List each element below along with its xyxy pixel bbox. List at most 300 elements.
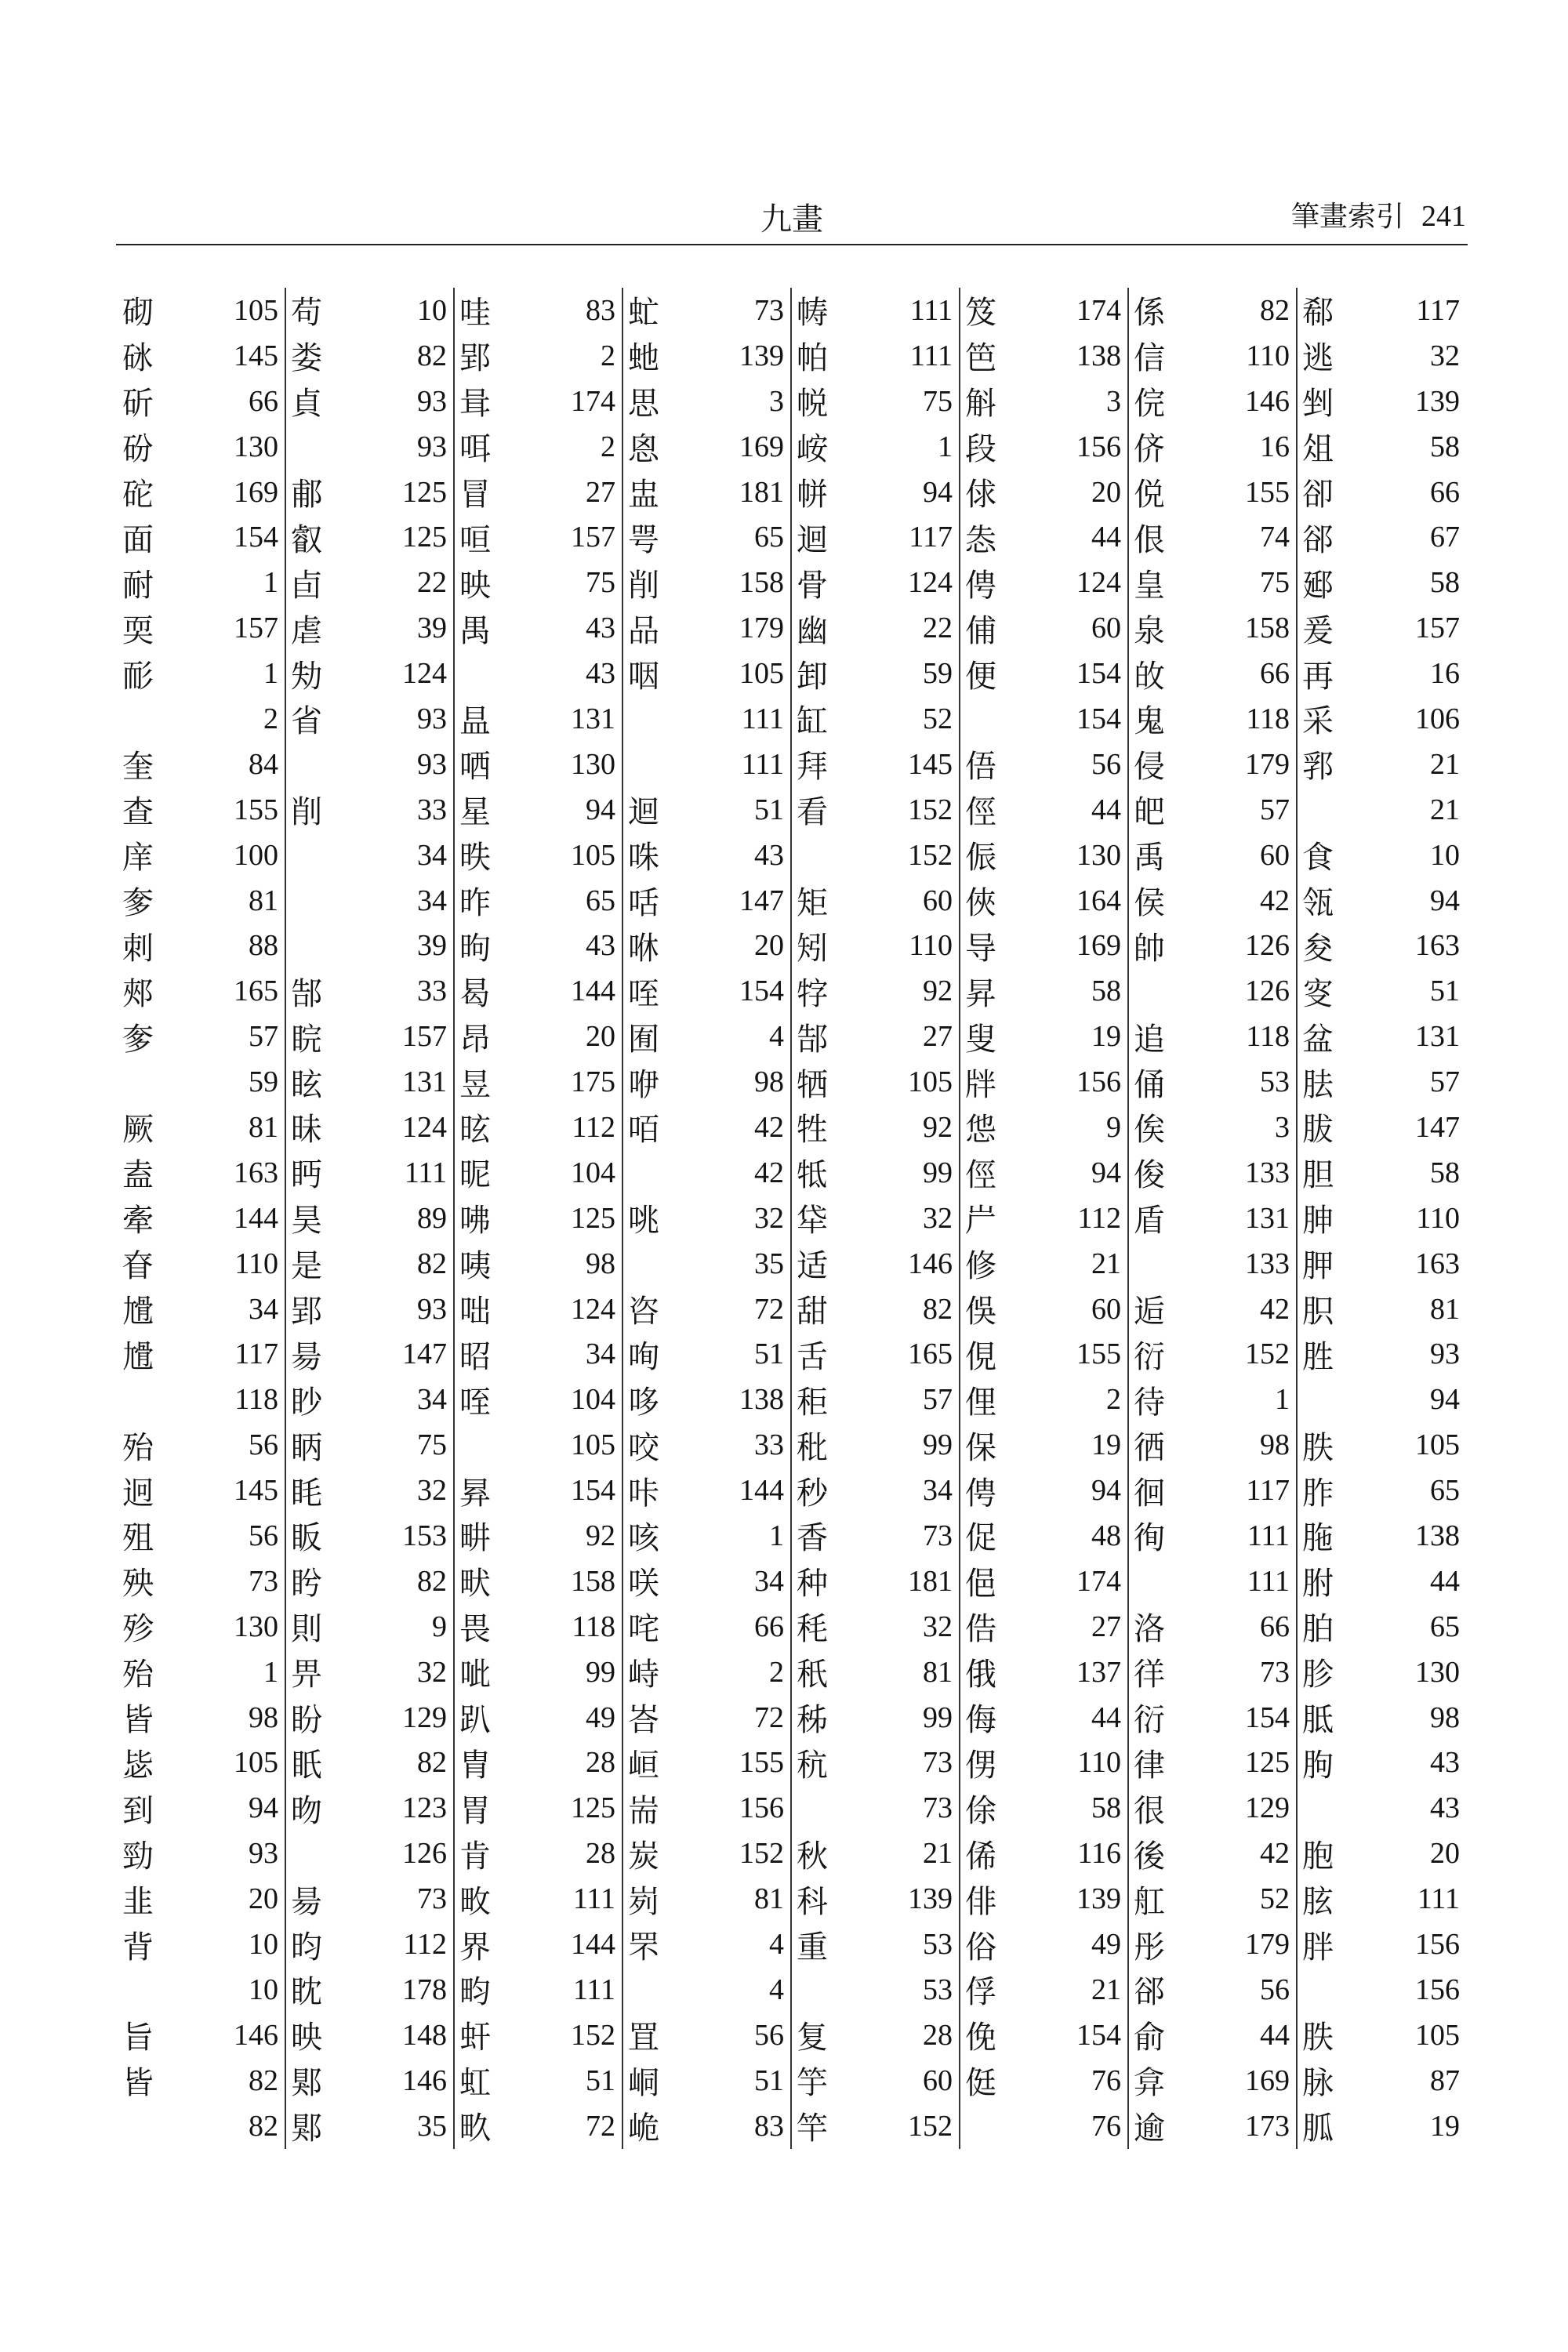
index-entry — [1134, 968, 1290, 1014]
index-entry — [797, 1740, 953, 1786]
entry-character: 昜 — [291, 1338, 322, 1375]
entry-page: 19 — [1430, 2109, 1460, 2143]
entry-page: 104 — [571, 1383, 615, 1417]
entry-page: 56 — [249, 1428, 278, 1462]
entry-character: 背 — [122, 1929, 154, 1965]
entry-character: 眪 — [291, 1429, 322, 1466]
index-entry — [965, 1785, 1121, 1831]
entry-character: 昭 — [459, 1338, 491, 1375]
index-column — [118, 288, 286, 2149]
index-entry — [291, 878, 447, 924]
entry-character: 郹 — [291, 2111, 322, 2147]
index-entry — [628, 923, 784, 968]
entry-character: 旨 — [122, 2020, 154, 2056]
entry-character: 缸 — [797, 703, 828, 740]
index-entry — [965, 878, 1121, 924]
entry-page: 35 — [754, 1247, 784, 1280]
entry-character: 帥 — [1134, 930, 1165, 967]
entry-character: 侻 — [1134, 477, 1165, 513]
entry-page: 39 — [417, 612, 447, 645]
index-entry — [1302, 696, 1460, 742]
index-entry — [122, 1196, 278, 1241]
entry-page: 118 — [1246, 702, 1290, 735]
entry-page: 66 — [754, 1610, 784, 1643]
entry-page: 106 — [1415, 702, 1460, 735]
entry-page: 130 — [234, 430, 278, 463]
entry-page: 137 — [1076, 1655, 1121, 1689]
index-entry — [291, 787, 447, 833]
index-entry — [965, 742, 1121, 787]
index-entry — [1134, 1967, 1290, 2013]
entry-character: 胃 — [459, 1792, 491, 1829]
entry-character: 咨 — [628, 1294, 659, 1330]
index-entry — [291, 2013, 447, 2058]
entry-character: 笆 — [965, 340, 996, 377]
entry-character: 峙 — [628, 1657, 659, 1693]
entry-character: 咢 — [628, 521, 659, 558]
entry-character: 思 — [628, 386, 659, 423]
index-entry — [628, 1059, 784, 1105]
index-entry — [797, 696, 953, 742]
entry-page: 20 — [586, 1020, 615, 1054]
entry-page: 44 — [1091, 793, 1121, 826]
index-entry — [1134, 424, 1290, 470]
index-entry — [459, 424, 615, 470]
entry-character: 昀 — [291, 1929, 322, 1965]
entry-page: 124 — [402, 1110, 447, 1144]
entry-character: 俚 — [965, 1384, 996, 1421]
index-entry — [797, 379, 953, 424]
entry-character: 徉 — [1134, 1657, 1165, 1693]
entry-character: 峘 — [628, 1747, 659, 1784]
entry-character: 秒 — [797, 1475, 828, 1512]
entry-page: 147 — [1415, 1110, 1460, 1144]
entry-character: 削 — [628, 567, 659, 604]
entry-page: 158 — [571, 1564, 615, 1598]
entry-page: 81 — [754, 1882, 784, 1916]
entry-page: 57 — [249, 1020, 278, 1054]
entry-page: 21 — [1430, 747, 1460, 781]
index-entry — [797, 1196, 953, 1241]
index-entry — [122, 742, 278, 787]
entry-character: 徆 — [1134, 1429, 1165, 1466]
entry-character: 看 — [797, 794, 828, 831]
entry-page: 58 — [1091, 975, 1121, 1008]
entry-page: 82 — [249, 2063, 278, 2097]
index-entry — [459, 968, 615, 1014]
index-entry — [1302, 1650, 1460, 1695]
entry-character: 胗 — [1302, 1657, 1334, 1693]
entry-page: 34 — [417, 838, 447, 872]
index-entry — [459, 2013, 615, 2058]
entry-page: 111 — [909, 339, 953, 372]
index-entry — [1302, 1059, 1460, 1105]
index-entry — [797, 2058, 953, 2103]
index-entry — [628, 379, 784, 424]
entry-character: 采 — [1302, 703, 1334, 740]
entry-page: 32 — [417, 1655, 447, 1689]
index-entry — [1302, 1740, 1460, 1786]
entry-page: 93 — [1430, 1338, 1460, 1371]
entry-page: 58 — [1430, 430, 1460, 463]
entry-character: 畏 — [459, 1611, 491, 1648]
entry-character: 皆 — [122, 1702, 154, 1739]
entry-character: 俄 — [965, 1657, 996, 1693]
index-entry — [1302, 1422, 1460, 1468]
index-entry — [797, 1513, 953, 1559]
entry-page: 157 — [571, 521, 615, 554]
entry-character: 炭 — [628, 1838, 659, 1875]
index-entry — [1134, 1196, 1290, 1241]
index-entry — [291, 1150, 447, 1196]
index-entry — [628, 1922, 784, 1967]
index-entry — [291, 696, 447, 742]
entry-page: 20 — [1091, 475, 1121, 509]
index-entry — [797, 1105, 953, 1150]
entry-page: 43 — [1430, 1746, 1460, 1780]
entry-page: 139 — [1076, 1882, 1121, 1916]
index-entry — [122, 1785, 278, 1831]
entry-page: 43 — [754, 838, 784, 872]
section-label: 筆畫索引 — [1290, 201, 1404, 233]
entry-character: 胂 — [1302, 1203, 1334, 1240]
index-entry — [797, 1876, 953, 1922]
entry-character: 俘 — [965, 1974, 996, 2011]
index-entry — [1302, 1331, 1460, 1377]
entry-character: 是 — [291, 1248, 322, 1285]
entry-character: 叜 — [1302, 975, 1334, 1012]
index-entry — [291, 1287, 447, 1332]
index-entry — [965, 1695, 1121, 1740]
entry-page: 155 — [739, 1746, 784, 1780]
index-entry — [459, 1650, 615, 1695]
entry-character: 牽 — [122, 1203, 154, 1240]
entry-page: 98 — [586, 1247, 615, 1280]
index-entry — [1302, 2058, 1460, 2103]
entry-character: 笈 — [965, 295, 996, 332]
entry-page: 131 — [1245, 1201, 1290, 1235]
entry-page: 59 — [923, 657, 953, 691]
entry-page: 181 — [908, 1564, 953, 1598]
entry-page: 146 — [1245, 384, 1290, 418]
index-entry — [1134, 1105, 1290, 1150]
entry-page: 118 — [572, 1610, 615, 1643]
index-entry — [291, 470, 447, 515]
index-entry — [459, 742, 615, 787]
index-entry — [797, 742, 953, 787]
entry-character: 咿 — [628, 1066, 659, 1103]
entry-character: 品 — [628, 612, 659, 649]
entry-character: 胍 — [1302, 2111, 1334, 2147]
entry-character: 盍 — [122, 1157, 154, 1194]
entry-character: 衍 — [1134, 1702, 1165, 1739]
entry-character: 星 — [459, 794, 491, 831]
index-entry — [797, 1468, 953, 1513]
entry-page: 2 — [601, 339, 615, 372]
entry-page: 154 — [571, 1474, 615, 1508]
entry-character: 拜 — [797, 749, 828, 786]
index-entry — [459, 1422, 615, 1468]
entry-character: 逾 — [1134, 2111, 1165, 2147]
entry-character: 律 — [1134, 1747, 1165, 1784]
index-entry — [1134, 1876, 1290, 1922]
entry-page: 117 — [1246, 1474, 1290, 1508]
header-title: 九畫 — [760, 201, 823, 238]
entry-page: 147 — [739, 884, 784, 917]
entry-page: 75 — [1260, 566, 1290, 600]
entry-page: 3 — [769, 384, 784, 418]
entry-page: 2 — [601, 430, 615, 463]
entry-character: 昫 — [459, 930, 491, 967]
entry-character: 郤 — [1302, 521, 1334, 558]
index-entry — [797, 833, 953, 878]
entry-page: 174 — [571, 384, 615, 418]
entry-page: 19 — [1091, 1020, 1121, 1054]
entry-page: 152 — [908, 2109, 953, 2143]
entry-page: 2 — [263, 702, 278, 735]
entry-page: 125 — [1245, 1746, 1290, 1780]
index-entry — [628, 787, 784, 833]
index-entry — [628, 696, 784, 742]
entry-page: 116 — [1077, 1837, 1121, 1871]
entry-page: 2 — [769, 1655, 784, 1689]
entry-character: 咲 — [628, 1566, 659, 1602]
index-entry — [1302, 1559, 1460, 1604]
index-entry — [1134, 2013, 1290, 2058]
entry-character: 咦 — [459, 1248, 491, 1285]
index-entry — [965, 470, 1121, 515]
entry-character: 段 — [965, 431, 996, 468]
entry-page: 92 — [923, 975, 953, 1008]
index-entry — [797, 1422, 953, 1468]
entry-page: 130 — [1415, 1655, 1460, 1689]
index-entry — [291, 1695, 447, 1740]
entry-character: 峛 — [628, 1883, 659, 1920]
entry-character: 罘 — [628, 1929, 659, 1965]
entry-page: 56 — [1260, 1973, 1290, 2006]
index-entry — [628, 333, 784, 379]
entry-character: 虐 — [291, 612, 322, 649]
entry-character: 俋 — [965, 1566, 996, 1602]
header-right — [1291, 194, 1466, 234]
entry-character: 耏 — [122, 658, 154, 695]
index-entry — [122, 379, 278, 424]
index-entry — [1134, 1831, 1290, 1876]
entry-character: 則 — [291, 1611, 322, 1648]
entry-page: 82 — [417, 1564, 447, 1598]
entry-character: 咮 — [628, 840, 659, 877]
index-entry — [628, 1196, 784, 1241]
entry-character: 呲 — [459, 1657, 491, 1693]
entry-page: 124 — [571, 1292, 615, 1326]
index-entry — [1302, 424, 1460, 470]
index-entry — [122, 833, 278, 878]
index-entry — [122, 2013, 278, 2058]
entry-page: 21 — [923, 1837, 953, 1871]
index-entry — [291, 1650, 447, 1695]
entry-page: 32 — [754, 1201, 784, 1235]
entry-character: 睆 — [291, 1021, 322, 1058]
entry-character: 郛 — [1302, 749, 1334, 786]
index-entry — [797, 2013, 953, 2058]
entry-page: 1 — [1275, 1383, 1290, 1417]
index-entry — [1302, 1377, 1460, 1422]
entry-character: 怹 — [965, 1112, 996, 1149]
entry-page: 124 — [908, 566, 953, 600]
entry-page: 43 — [586, 612, 615, 645]
index-entry — [122, 424, 278, 470]
index-entry — [1302, 379, 1460, 424]
index-entry — [797, 1604, 953, 1650]
index-entry — [797, 968, 953, 1014]
entry-character: 俟 — [1134, 1112, 1165, 1149]
entry-character: 眘 — [122, 1248, 154, 1285]
index-entry — [1302, 968, 1460, 1014]
entry-character: 殃 — [122, 1566, 154, 1602]
entry-character: 帨 — [797, 386, 828, 423]
index-entry — [797, 1559, 953, 1604]
entry-page: 9 — [432, 1610, 447, 1643]
entry-character: 貞 — [291, 386, 322, 423]
entry-character: 昳 — [459, 840, 491, 877]
entry-page: 93 — [417, 702, 447, 735]
index-entry — [965, 1604, 1121, 1650]
entry-page: 19 — [1091, 1428, 1121, 1462]
index-entry — [122, 1014, 278, 1059]
index-entry — [628, 2103, 784, 2149]
entry-page: 28 — [923, 2018, 953, 2052]
entry-page: 67 — [1430, 521, 1460, 554]
entry-page: 126 — [1245, 929, 1290, 963]
entry-page: 93 — [417, 1292, 447, 1326]
entry-page: 165 — [234, 975, 278, 1008]
entry-character: 鬼 — [1134, 703, 1165, 740]
index-column — [455, 288, 623, 2149]
index-entry — [797, 424, 953, 470]
header-rule — [116, 244, 1468, 245]
entry-character: 奓 — [122, 885, 154, 922]
entry-character: 畊 — [459, 1520, 491, 1557]
entry-character: 卣 — [291, 567, 322, 604]
entry-character: 虵 — [628, 340, 659, 377]
entry-page: 154 — [1076, 657, 1121, 691]
entry-page: 124 — [1076, 566, 1121, 600]
entry-page: 111 — [741, 747, 784, 781]
index-entry — [628, 1785, 784, 1831]
entry-page: 105 — [1415, 2018, 1460, 2052]
entry-character: 徇 — [1134, 1520, 1165, 1557]
index-entry — [291, 1377, 447, 1422]
index-entry — [122, 651, 278, 696]
entry-character: 係 — [1134, 295, 1165, 332]
index-entry — [1134, 833, 1290, 878]
index-entry — [797, 1150, 953, 1196]
index-entry — [122, 1604, 278, 1650]
index-entry — [122, 288, 278, 333]
index-entry — [459, 1105, 615, 1150]
index-entry — [628, 1287, 784, 1332]
entry-page: 144 — [234, 1201, 278, 1235]
entry-character: 俗 — [965, 1929, 996, 1965]
index-entry — [1134, 1422, 1290, 1468]
entry-character: 俠 — [965, 885, 996, 922]
index-entry — [628, 2058, 784, 2103]
entry-character: 叟 — [965, 1021, 996, 1058]
index-entry — [122, 968, 278, 1014]
index-entry — [1302, 2013, 1460, 2058]
index-entry — [1134, 560, 1290, 605]
entry-page: 60 — [1091, 612, 1121, 645]
entry-page: 169 — [234, 475, 278, 509]
index-entry — [628, 1740, 784, 1786]
entry-character: 盼 — [291, 1702, 322, 1739]
entry-character: 咈 — [459, 1203, 491, 1240]
entry-page: 44 — [1430, 1564, 1460, 1598]
entry-page: 156 — [739, 1791, 784, 1825]
index-entry — [1134, 288, 1290, 333]
index-entry — [628, 514, 784, 560]
entry-character: 胑 — [1302, 1294, 1334, 1330]
entry-page: 83 — [754, 2109, 784, 2143]
entry-character: 牉 — [965, 1066, 996, 1103]
index-entry — [1134, 514, 1290, 560]
entry-page: 117 — [234, 1338, 278, 1371]
index-entry — [122, 1150, 278, 1196]
index-entry — [122, 1331, 278, 1377]
entry-page: 105 — [1415, 1428, 1460, 1462]
index-entry — [1134, 1331, 1290, 1377]
entry-page: 156 — [1076, 1065, 1121, 1099]
index-entry — [628, 742, 784, 787]
index-entry — [797, 333, 953, 379]
entry-character: 映 — [459, 567, 491, 604]
entry-page: 73 — [417, 1882, 447, 1916]
entry-page: 94 — [1430, 1383, 1460, 1417]
entry-page: 32 — [1430, 339, 1460, 372]
index-entry — [1134, 1695, 1290, 1740]
entry-character: 砌 — [122, 295, 154, 332]
entry-page: 60 — [923, 884, 953, 917]
index-entry — [797, 470, 953, 515]
entry-page: 58 — [1091, 1791, 1121, 1825]
entry-character: 朐 — [1302, 1747, 1334, 1784]
entry-page: 175 — [571, 1065, 615, 1099]
entry-page: 16 — [1430, 657, 1460, 691]
entry-character: 促 — [965, 1520, 996, 1557]
entry-page: 4 — [769, 1928, 784, 1961]
entry-page: 32 — [923, 1201, 953, 1235]
entry-character: 牺 — [797, 1066, 828, 1103]
index-entry — [628, 560, 784, 605]
index-entry — [628, 1650, 784, 1695]
entry-character: 幽 — [797, 612, 828, 649]
entry-page: 181 — [739, 475, 784, 509]
index-entry — [628, 833, 784, 878]
entry-page: 89 — [417, 1201, 447, 1235]
index-entry — [965, 651, 1121, 696]
entry-character: 耎 — [122, 612, 154, 649]
entry-page: 10 — [249, 1928, 278, 1961]
entry-character: 哆 — [628, 1384, 659, 1421]
entry-page: 144 — [571, 975, 615, 1008]
entry-page: 56 — [754, 2018, 784, 2052]
entry-character: 哇 — [459, 295, 491, 332]
entry-character: 咡 — [459, 431, 491, 468]
index-entry — [1134, 333, 1290, 379]
entry-character: 苟 — [291, 295, 322, 332]
index-entry — [291, 968, 447, 1014]
entry-page: 144 — [571, 1928, 615, 1961]
